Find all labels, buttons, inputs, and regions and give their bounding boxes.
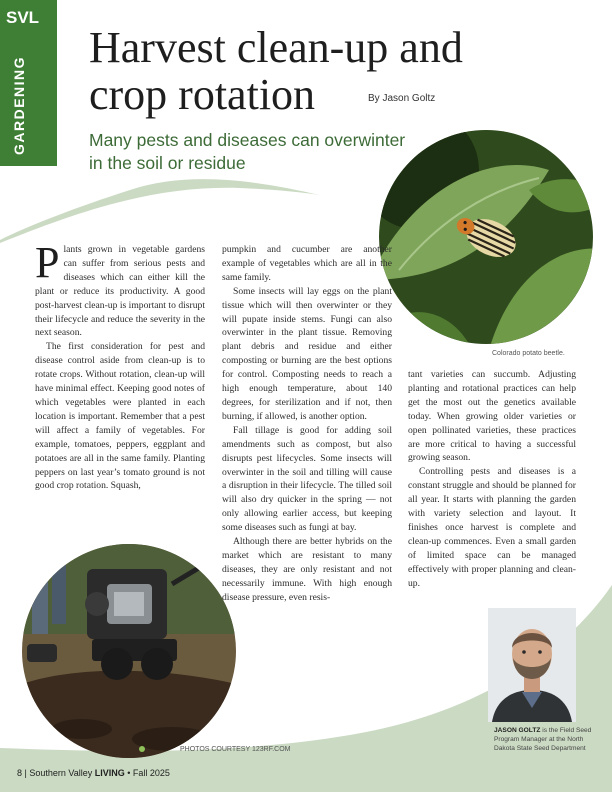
publication-name: Southern Valley [29, 768, 95, 778]
drop-cap: P [35, 238, 60, 287]
paragraph-text: lants grown in vegetable gardens can suffer from serious pests and diseases which can either kill the plant or reduce its productivity. A good post-harvest clean-up is important to disrupt their lifecycle and reduce the severity in the next season. [35, 244, 205, 339]
author-bio-text: is the Field Seed Program Manager at the North Dakota State Seed Department [494, 727, 592, 752]
paragraph: tant varieties can succumb. Adjusting planting and rotational practices can help get the most out the genetics available today. When growing older varieties or open pollinated varieties, these practices are more critical to having a successful growing season. [408, 369, 576, 464]
paragraph: The first consideration for pest and disease control aside from clean-up is to rotate crops. Without rotation, clean-up will have minimal effect. Keeping good notes of which vegetables were planted in each location is important. Remember that a pest will affect a family of vegetables. For example, tomatoes, peppers, eggplant and potatoes are all in the same family. Planting peppers on last year’s tomato ground is not good crop rotation. Squash, [35, 341, 205, 492]
paragraph: Controlling pests and diseases is a constant struggle and should be planned for all year. It starts with planning the garden with variety selection and layout. It finishes once harvest is complete and clean-up commences. Even a small garden of limited space can be managed effectively with proper planning and clean-up. [408, 466, 576, 589]
paragraph: Fall tillage is good for adding soil amendments such as compost, but also disrupts pest lifecycles. Some insects will overwinter in the soil and tilling will cause a disruption in their lifecycle. The tilled soil will also dry quicker in the spring — not only allowing earlier access, but keeping some diseases such as fungi at bay. [222, 424, 392, 534]
paragraph [35, 238, 205, 340]
issue-label: • Fall 2025 [124, 768, 170, 778]
byline: By Jason Goltz [368, 93, 436, 104]
article-column-3 [408, 368, 576, 591]
author-bio [494, 726, 594, 753]
tiller-photo [22, 544, 236, 758]
beetle-photo [379, 130, 593, 344]
article-column-2 [222, 243, 392, 605]
publication-name-bold: LIVING [94, 768, 125, 778]
article-column-1 [35, 238, 205, 493]
article-subtitle: Many pests and diseases can overwinter in the soil or residue [89, 130, 406, 173]
article-title: Harvest clean-up and crop rotation [89, 23, 463, 119]
section-label: GARDENING [11, 55, 27, 155]
paragraph: Although there are better hybrids on the market which are resistant to many diseases, they are only resistant and not necessarily immune. With high enough disease pressure, even resis- [222, 536, 392, 603]
author-name: JASON GOLTZ [494, 727, 541, 734]
paragraph: pumpkin and cucumber are another example of vegetables which are all in the same family. [222, 244, 392, 283]
section-tab [0, 0, 57, 166]
footer-separator: | [22, 768, 30, 778]
author-headshot [488, 608, 576, 722]
page-number: 8 [17, 768, 23, 778]
brand-label: SVL [6, 8, 40, 27]
photo-credit: PHOTOS COURTESY 123RF.COM [180, 746, 291, 753]
paragraph: Some insects will lay eggs on the plant tissue which will then overwinter or they will pupate inside stems. Fungi can also overwinter in the plant tissue. Removing plant debris and residue and either composting or burning are the best options for control. Composting needs to reach a high enough temperature, about 140 degrees, for sterilization and if not, then burning, if allowed, is another option. [222, 285, 392, 422]
beetle-caption: Colorado potato beetle. [492, 350, 565, 357]
page-footer [17, 768, 170, 778]
